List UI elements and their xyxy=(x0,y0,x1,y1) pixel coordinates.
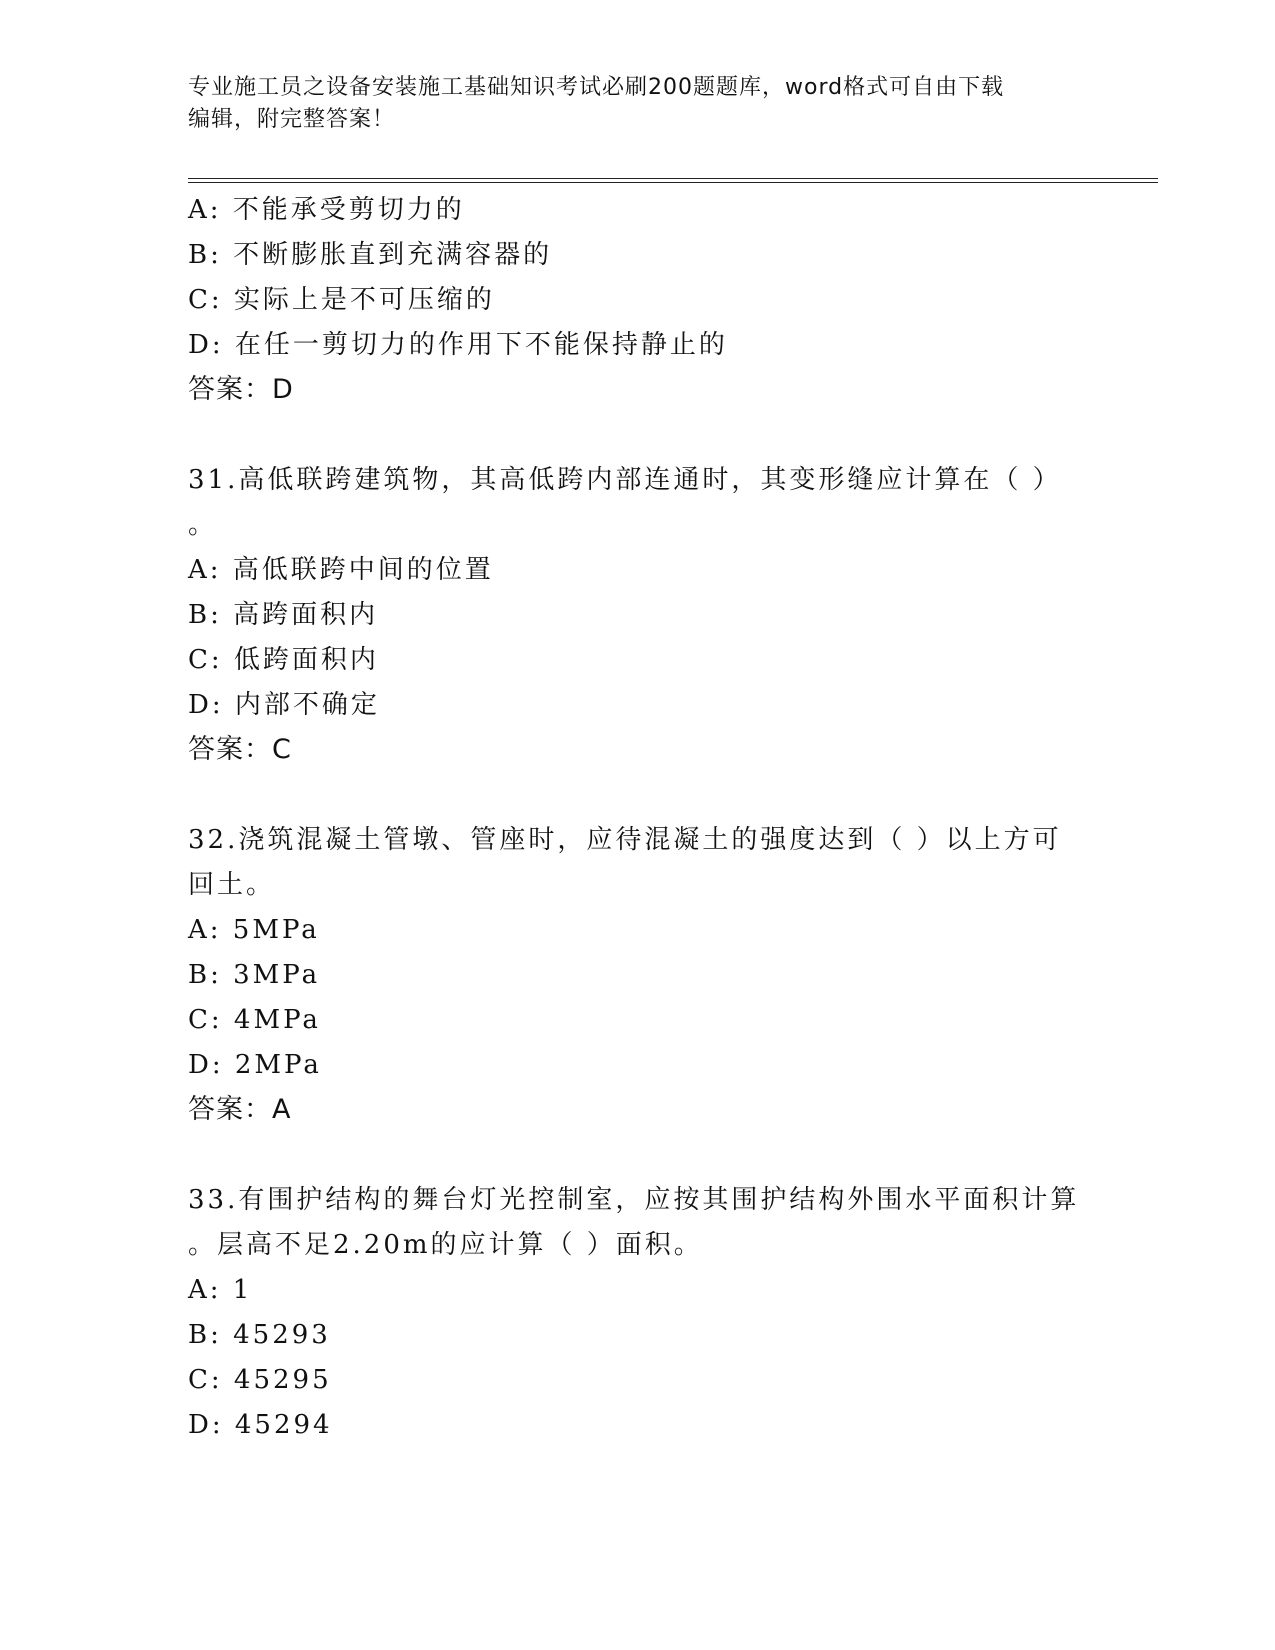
q31-option-d: D: 内部不确定 xyxy=(188,690,380,720)
q30-option-d: D: 在任一剪切力的作用下不能保持静止的 xyxy=(188,330,728,360)
q30-option-b: B: 不断膨胀直到充满容器的 xyxy=(188,240,553,270)
q32-option-a: A: 5MPa xyxy=(188,915,320,945)
document-header xyxy=(188,72,1088,136)
q33-option-c: C: 45295 xyxy=(188,1365,332,1395)
q32-answer: 答案：A xyxy=(188,1094,292,1125)
q31-question-line-1: 31.高低联跨建筑物，其高低跨内部连通时，其变形缝应计算在（ ） xyxy=(188,465,1062,495)
q30-option-c: C: 实际上是不可压缩的 xyxy=(188,285,495,315)
q31-option-a: A: 高低联跨中间的位置 xyxy=(188,555,494,585)
header-divider-top xyxy=(188,178,1158,179)
header-line-1: 专业施工员之设备安装施工基础知识考试必刷200题题库，word格式可自由下载 xyxy=(188,75,1005,100)
q33-question-line-1: 33.有围护结构的舞台灯光控制室，应按其围护结构外围水平面积计算 xyxy=(188,1185,1080,1215)
q32-option-d: D: 2MPa xyxy=(188,1050,322,1080)
q31-option-b: B: 高跨面积内 xyxy=(188,600,379,630)
q32-question-line-1: 32.浇筑混凝土管墩、管座时，应待混凝土的强度达到（ ）以上方可 xyxy=(188,825,1062,855)
q31-option-c: C: 低跨面积内 xyxy=(188,645,379,675)
q32-option-c: C: 4MPa xyxy=(188,1005,321,1035)
q32-question-line-2: 回土。 xyxy=(188,870,276,900)
q32-option-b: B: 3MPa xyxy=(188,960,321,990)
q33-option-b: B: 45293 xyxy=(188,1320,331,1350)
header-line-2: 编辑，附完整答案！ xyxy=(188,107,396,132)
q31-question-line-2: 。 xyxy=(188,510,218,540)
q31-answer: 答案：C xyxy=(188,734,292,765)
q33-option-a: A: 1 xyxy=(188,1275,253,1305)
q30-answer: 答案：D xyxy=(188,374,294,405)
q33-question-line-2: 。层高不足2.20m的应计算（ ）面积。 xyxy=(188,1230,703,1260)
q30-option-a: A: 不能承受剪切力的 xyxy=(188,195,465,225)
header-divider-bottom xyxy=(188,182,1158,183)
q33-option-d: D: 45294 xyxy=(188,1410,333,1440)
